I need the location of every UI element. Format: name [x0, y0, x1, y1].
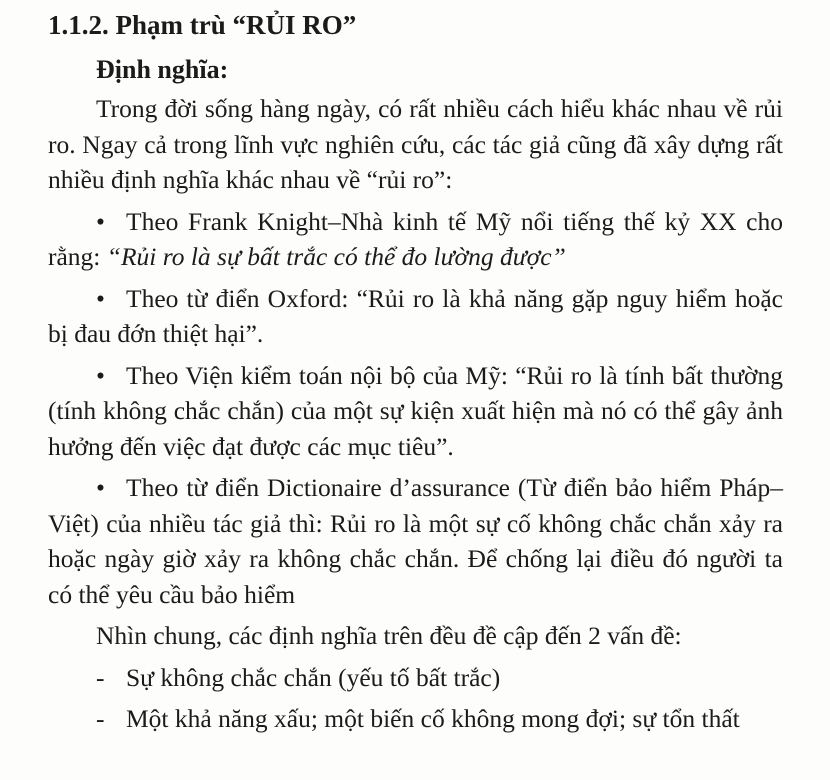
bullet-text: Theo từ điển Dictionaire d’assurance (Từ điển bảo hiểm Pháp–Việt) của nhiều tác giả thì: Rủi ro là một sự cố không chắc chắn xảy ra hoặc ngày giờ xảy ra không chắc chắn. Để chống lại điều đó người ta có thể yêu cầu bảo hiểm [48, 473, 783, 609]
section-heading: 1.1.2. Phạm trù “RỦI RO” [48, 10, 357, 40]
dash-item-uncertainty [48, 660, 783, 696]
document-body [48, 91, 783, 737]
dash-marker: - [96, 704, 105, 733]
bullet-marker: • [96, 206, 105, 236]
bullet-text: Theo Frank Knight–Nhà kinh tế Mỹ nổi tiếng thế kỷ XX cho rằng: [48, 206, 783, 271]
bullet-item-internal-audit [48, 358, 783, 465]
bullet-item-frank-knight [48, 204, 783, 275]
dash-item-loss [48, 701, 783, 737]
bullet-text: Theo từ điển Oxford: “Rủi ro là khả năng gặp nguy hiểm hoặc bị đau đớn thiệt hại”. [48, 283, 783, 348]
bullet-item-oxford [48, 281, 783, 352]
summary-paragraph: Nhìn chung, các định nghĩa trên đều đề cập đến 2 vấn đề: [96, 621, 682, 650]
bullet-text: Theo Viện kiểm toán nội bộ của Mỹ: “Rủi ro là tính bất thường (tính không chắc chắn) của một sự kiện xuất hiện mà nó có thể gây ảnh hưởng đến việc đạt được các mục tiêu”. [48, 360, 783, 461]
dash-text: Sự không chắc chắn (yếu tố bất trắc) [126, 662, 501, 692]
bullet-item-dictionaire [48, 470, 783, 612]
bullet-marker: • [96, 283, 105, 313]
dash-marker: - [96, 662, 105, 692]
dash-text: Một khả năng xấu; một biến cố không mong đợi; sự tổn thất [126, 704, 740, 733]
intro-paragraph: Trong đời sống hàng ngày, có rất nhiều cách hiểu khác nhau về rủi ro. Ngay cả trong lĩnh vực nghiên cứu, các tác giả cũng đã xây dựng rất nhiều định nghĩa khác nhau về “rủi ro”: [48, 94, 783, 194]
definition-subheading: Định nghĩa: [96, 55, 229, 84]
bullet-marker: • [96, 473, 105, 502]
bullet-quote: “Rủi ro là sự bất trắc có thể đo lường được” [106, 242, 566, 271]
bullet-marker: • [96, 360, 105, 390]
